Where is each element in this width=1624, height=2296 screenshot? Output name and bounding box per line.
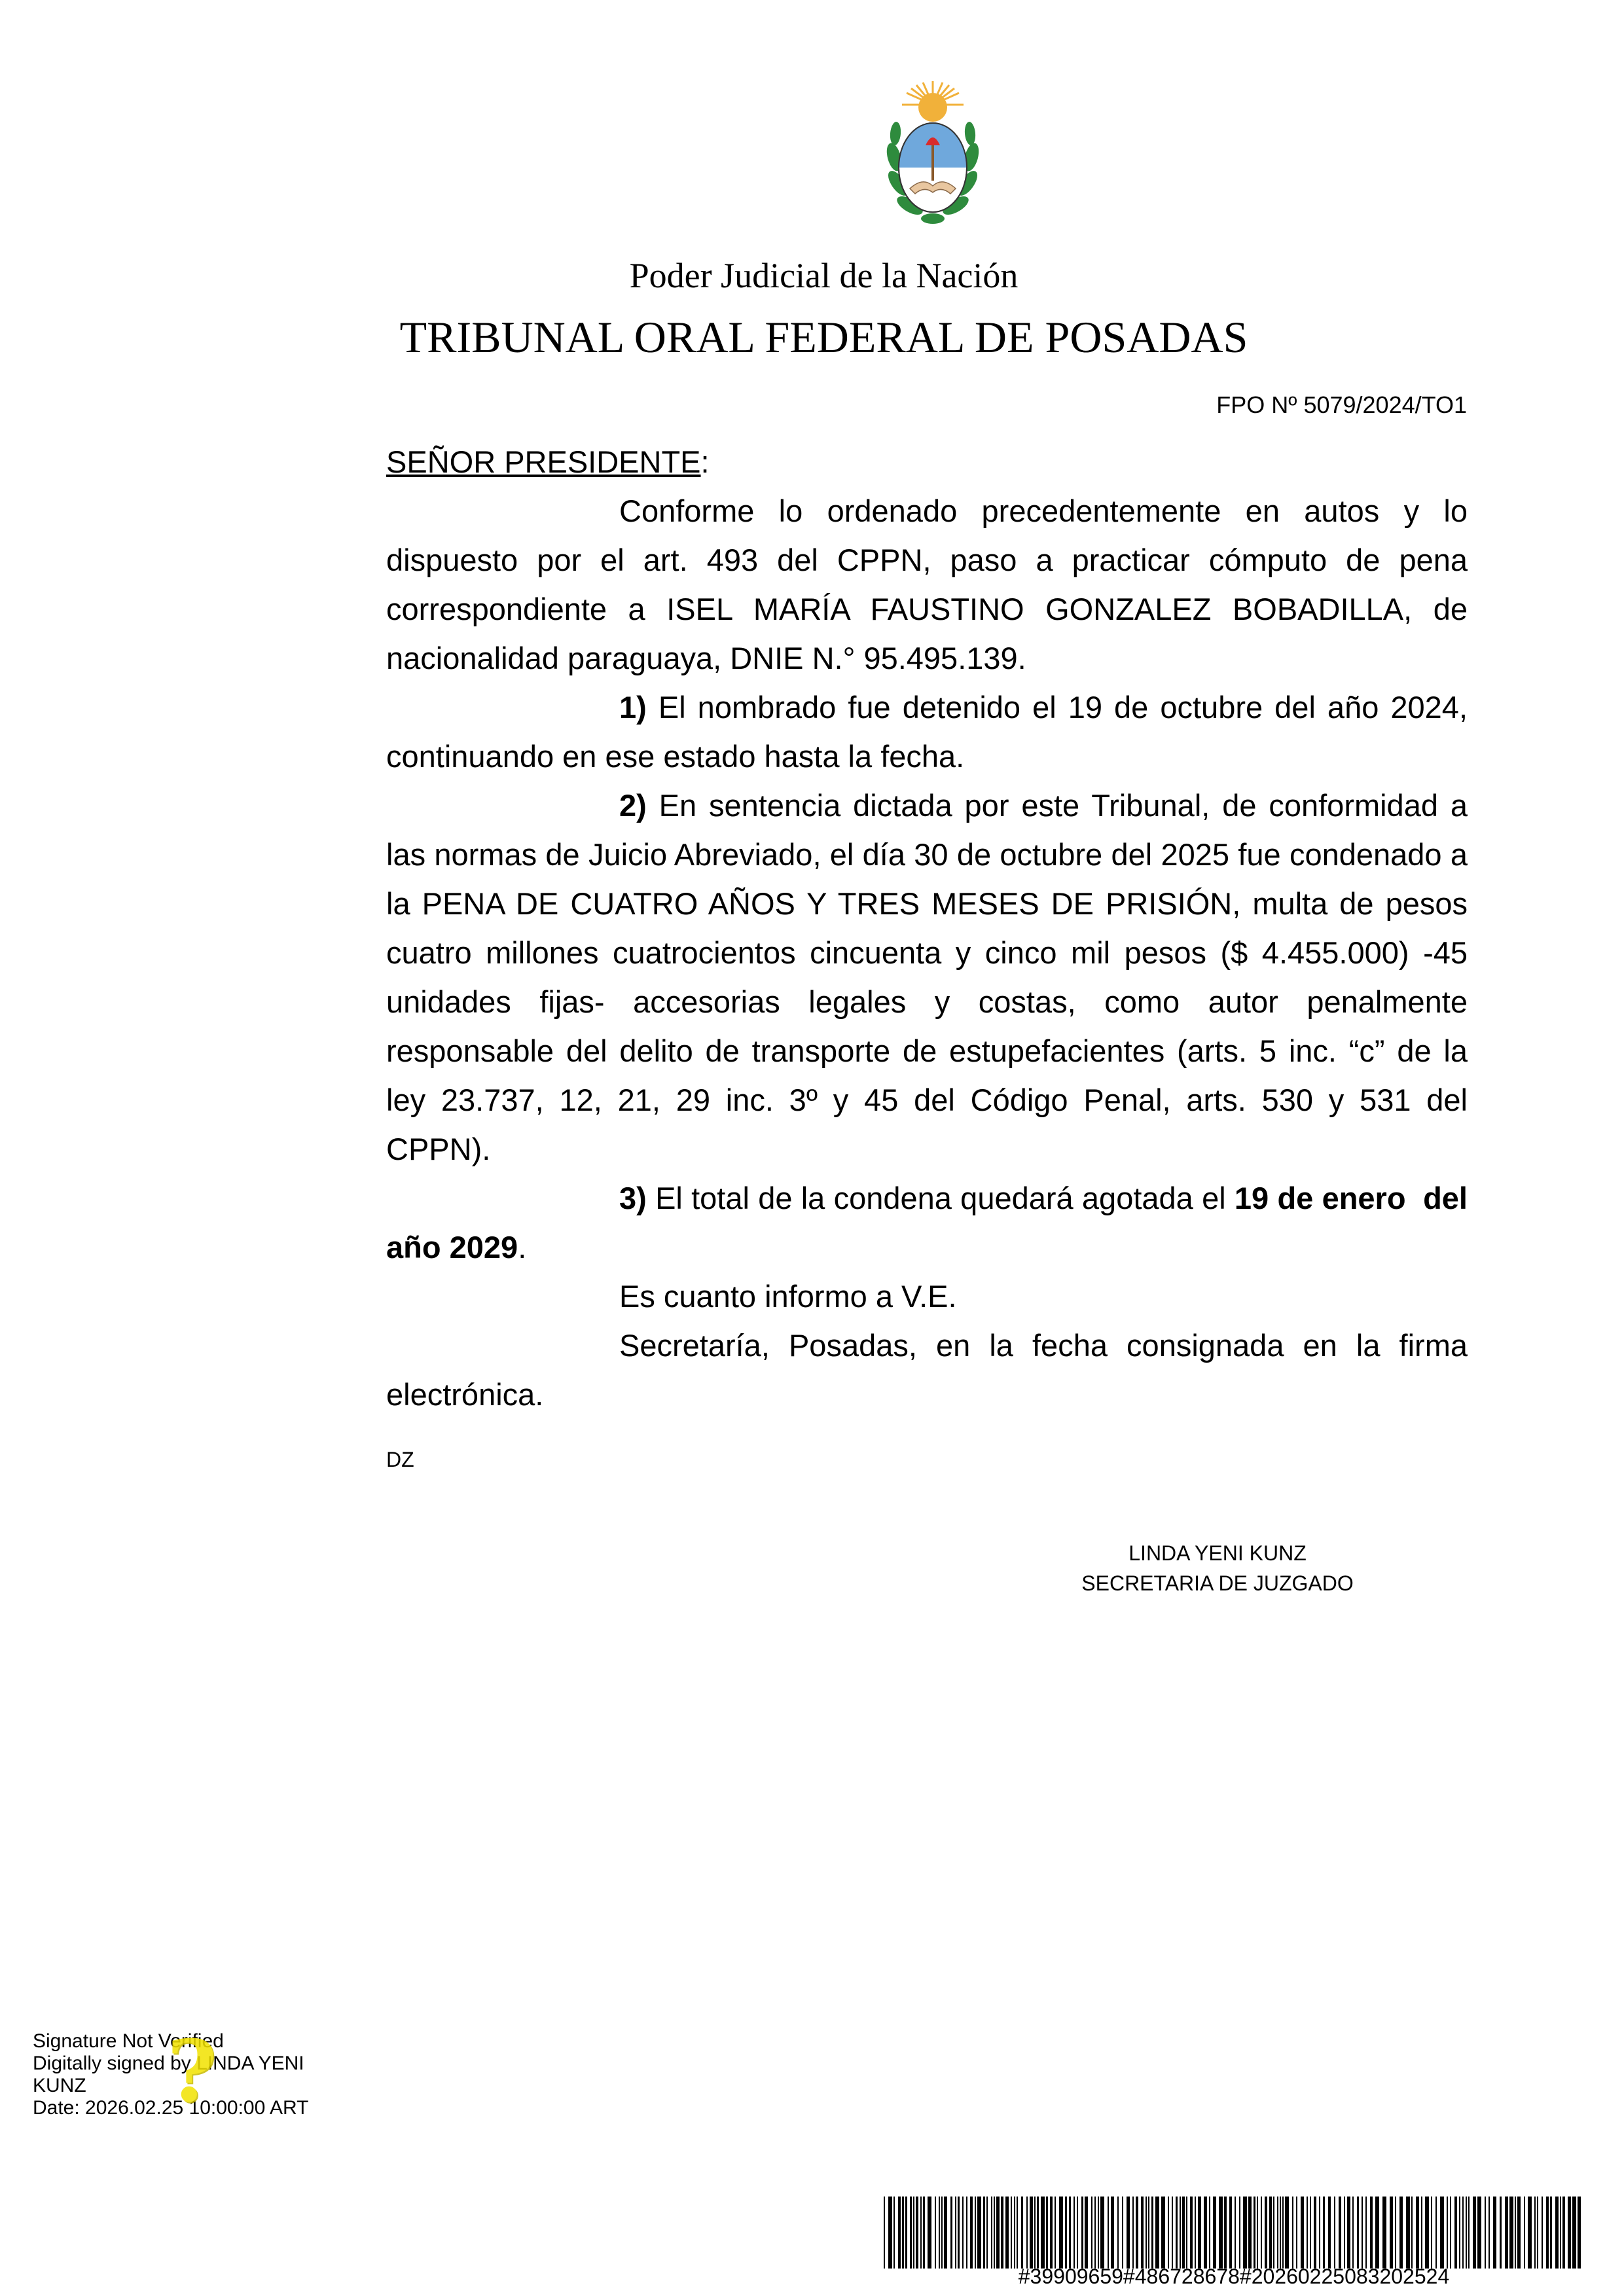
document-barcode bbox=[884, 2197, 1584, 2269]
barcode-bar bbox=[1094, 2197, 1096, 2269]
barcode-bar bbox=[1030, 2197, 1033, 2269]
barcode-bar bbox=[1568, 2197, 1571, 2269]
barcode-bar bbox=[944, 2197, 947, 2269]
barcode-bar bbox=[1141, 2197, 1144, 2269]
paragraph-3-end: . bbox=[518, 1230, 527, 1265]
barcode-bar bbox=[958, 2197, 960, 2269]
barcode-bar bbox=[898, 2197, 901, 2269]
barcode-bar bbox=[1077, 2197, 1078, 2269]
barcode-bar bbox=[1562, 2197, 1565, 2269]
barcode-bar bbox=[1485, 2197, 1486, 2269]
document-body bbox=[386, 437, 1477, 1419]
barcode-bar bbox=[1450, 2197, 1451, 2269]
closing-text-1: Es cuanto informo a V.E. bbox=[619, 1279, 957, 1314]
barcode-bar bbox=[1243, 2197, 1247, 2269]
barcode-bar bbox=[1235, 2197, 1236, 2269]
barcode-bar bbox=[1122, 2197, 1123, 2269]
barcode-bar bbox=[1059, 2197, 1063, 2269]
barcode-bar bbox=[1285, 2197, 1289, 2269]
barcode-bar bbox=[1265, 2197, 1267, 2269]
barcode-bar bbox=[1213, 2197, 1216, 2269]
barcode-bar bbox=[910, 2197, 912, 2269]
case-number: FPO Nº 5079/2024/TO1 bbox=[1216, 391, 1467, 418]
barcode-bar bbox=[1537, 2197, 1538, 2269]
barcode-bar bbox=[1229, 2197, 1232, 2269]
barcode-bar bbox=[1161, 2197, 1165, 2269]
paragraph-1 bbox=[386, 683, 1468, 781]
barcode-bar bbox=[893, 2197, 895, 2269]
barcode-bar bbox=[966, 2197, 967, 2269]
barcode-bar bbox=[902, 2197, 904, 2269]
paragraph-2-text: En sentencia dictada por este Tribunal, de conformidad a las normas de Juicio Abreviado, el día 30 de octubre del 2025 fue condenado a la PENA DE CUATRO AÑOS Y TRES MESES DE PRISIÓN, multa de pesos cuatro millones cuatrocientos cincuenta y cinco mil pesos ($ 4.455.000) -45 unidades fijas- accesorias legales y costas, como autor penalmente responsable del delito de transporte de estupefacientes (arts. 5 inc. “c” de la ley 23.737, 12, 21, 29 inc. 3º y 45 del Código Penal, arts. 530 y 531 del CPPN). bbox=[386, 788, 1468, 1166]
barcode-bar bbox=[1357, 2197, 1359, 2269]
barcode-bar bbox=[1310, 2197, 1311, 2269]
barcode-bar bbox=[1454, 2197, 1457, 2269]
barcode-bar bbox=[1074, 2197, 1075, 2269]
barcode-bar bbox=[1447, 2197, 1448, 2269]
barcode-bar bbox=[888, 2197, 892, 2269]
barcode-bar bbox=[1239, 2197, 1240, 2269]
barcode-bar bbox=[1001, 2197, 1003, 2269]
paragraph-3-number: 3) bbox=[619, 1181, 647, 1215]
paragraph-3-text: El total de la condena quedará agotada el bbox=[655, 1181, 1226, 1215]
sentence-end-date: 19 de enero del año 2029 bbox=[386, 1181, 1477, 1265]
barcode-bar bbox=[1493, 2197, 1496, 2269]
barcode-bar bbox=[1416, 2197, 1419, 2269]
barcode-bar bbox=[1489, 2197, 1490, 2269]
barcode-bar bbox=[991, 2197, 992, 2269]
barcode-bar bbox=[1108, 2197, 1109, 2269]
barcode-bar bbox=[1411, 2197, 1413, 2269]
barcode-bar bbox=[970, 2197, 973, 2269]
barcode-bar bbox=[975, 2197, 976, 2269]
barcode-bar bbox=[1462, 2197, 1464, 2269]
barcode-bar bbox=[986, 2197, 988, 2269]
barcode-bar bbox=[1034, 2197, 1036, 2269]
barcode-bar bbox=[962, 2197, 964, 2269]
barcode-bar bbox=[884, 2197, 885, 2269]
addressee-line bbox=[386, 437, 1468, 486]
oval-shield bbox=[899, 123, 967, 212]
barcode-bar bbox=[1280, 2197, 1281, 2269]
barcode-bar bbox=[950, 2197, 952, 2269]
barcode-bar bbox=[1155, 2197, 1159, 2269]
barcode-bar bbox=[1204, 2197, 1207, 2269]
barcode-bar bbox=[1546, 2197, 1549, 2269]
barcode-bar bbox=[994, 2197, 995, 2269]
barcode-bar bbox=[1406, 2197, 1410, 2269]
barcode-bar bbox=[1168, 2197, 1169, 2269]
barcode-bar bbox=[1542, 2197, 1543, 2269]
barcode-bar bbox=[977, 2197, 981, 2269]
barcode-bar bbox=[1021, 2197, 1023, 2269]
barcode-bar bbox=[1347, 2197, 1350, 2269]
barcode-bar bbox=[1224, 2197, 1227, 2269]
barcode-bar bbox=[1248, 2197, 1252, 2269]
intro-paragraph bbox=[386, 486, 1468, 683]
barcode-bar bbox=[928, 2197, 931, 2269]
paragraph-1-number: 1) bbox=[619, 690, 647, 725]
signer-title: SECRETARIA DE JUZGADO bbox=[1081, 1571, 1354, 1595]
signed-by-line-1: Digitally signed by LINDA YENI bbox=[33, 2053, 304, 2074]
signature-block bbox=[1041, 1538, 1394, 1598]
barcode-bar bbox=[1524, 2197, 1525, 2269]
barcode-bar bbox=[1425, 2197, 1429, 2269]
barcode-bar bbox=[1440, 2197, 1444, 2269]
barcode-bar bbox=[1431, 2197, 1432, 2269]
barcode-bar bbox=[1182, 2197, 1185, 2269]
barcode-bar bbox=[1334, 2197, 1335, 2269]
barcode-bar bbox=[1555, 2197, 1559, 2269]
barcode-bar bbox=[916, 2197, 918, 2269]
barcode-bar bbox=[1055, 2197, 1056, 2269]
barcode-bar bbox=[1091, 2197, 1092, 2269]
institution-name: Poder Judicial de la Nación bbox=[629, 256, 1019, 295]
court-name: TRIBUNAL ORAL FEDERAL DE POSADAS bbox=[399, 312, 1248, 362]
barcode-bar bbox=[1209, 2197, 1210, 2269]
barcode-bar bbox=[1477, 2197, 1481, 2269]
barcode-bar bbox=[1085, 2197, 1088, 2269]
barcode-bar bbox=[1323, 2197, 1325, 2269]
barcode-bar bbox=[996, 2197, 1000, 2269]
barcode-bar bbox=[1560, 2197, 1561, 2269]
barcode-bar bbox=[1176, 2197, 1178, 2269]
barcode-bar bbox=[1292, 2197, 1293, 2269]
barcode-bar bbox=[1050, 2197, 1053, 2269]
barcode-bar bbox=[1195, 2197, 1196, 2269]
barcode-bar bbox=[1339, 2197, 1341, 2269]
barcode-bar bbox=[1136, 2197, 1138, 2269]
barcode-bar bbox=[1041, 2197, 1045, 2269]
barcode-bar bbox=[1500, 2197, 1502, 2269]
barcode-bar bbox=[1534, 2197, 1536, 2269]
intro-text: Conforme lo ordenado precedentemente en autos y lo dispuesto por el art. 493 del CPPN, paso a practicar cómputo de pena correspondiente a ISEL MARÍA FAUSTINO GONZALEZ BOBADILLA, de nacionalidad paraguaya, DNIE N.° 95.495.139. bbox=[386, 493, 1468, 675]
barcode-bar bbox=[920, 2197, 922, 2269]
barcode-bar bbox=[1435, 2197, 1437, 2269]
barcode-bar bbox=[1172, 2197, 1173, 2269]
barcode-bar bbox=[1352, 2197, 1354, 2269]
barcode-bar bbox=[1509, 2197, 1513, 2269]
argentina-coat-of-arms-emblem bbox=[877, 79, 988, 236]
barcode-bar bbox=[935, 2197, 936, 2269]
barcode-bar bbox=[955, 2197, 956, 2269]
barcode-bar bbox=[1111, 2197, 1114, 2269]
barcode-bar bbox=[1257, 2197, 1258, 2269]
barcode-bar bbox=[1307, 2197, 1308, 2269]
signature-status: Signature Not Verified bbox=[33, 2030, 224, 2052]
barcode-bar bbox=[1528, 2197, 1532, 2269]
barcode-bar bbox=[1421, 2197, 1422, 2269]
barcode-bar bbox=[1017, 2197, 1018, 2269]
barcode-bar bbox=[1269, 2197, 1272, 2269]
barcode-bar bbox=[923, 2197, 925, 2269]
barcode-bar bbox=[1005, 2197, 1009, 2269]
barcode-bar bbox=[1473, 2197, 1476, 2269]
barcode-bar bbox=[1399, 2197, 1403, 2269]
barcode-bar bbox=[1282, 2197, 1284, 2269]
barcode-bar bbox=[1151, 2197, 1153, 2269]
barcode-bar bbox=[1098, 2197, 1099, 2269]
barcode-bar bbox=[1100, 2197, 1104, 2269]
barcode-bar bbox=[1572, 2197, 1576, 2269]
barcode-bar bbox=[1011, 2197, 1012, 2269]
barcode-bar bbox=[1362, 2197, 1363, 2269]
barcode-bar bbox=[1459, 2197, 1460, 2269]
barcode-bar bbox=[1117, 2197, 1119, 2269]
barcode-bar bbox=[1273, 2197, 1274, 2269]
closing-text-2: Secretaría, Posadas, en la fecha consignada en la firma electrónica. bbox=[386, 1328, 1468, 1412]
barcode-bar bbox=[1466, 2197, 1467, 2269]
barcode-bar bbox=[1065, 2197, 1067, 2269]
addressee-colon: : bbox=[700, 444, 710, 479]
barcode-bar bbox=[1277, 2197, 1278, 2269]
barcode-bar bbox=[1254, 2197, 1255, 2269]
barcode-bar bbox=[1319, 2197, 1320, 2269]
barcode-bar bbox=[1395, 2197, 1396, 2269]
barcode-bar bbox=[1081, 2197, 1083, 2269]
barcode-bar bbox=[1148, 2197, 1149, 2269]
paragraph-1-text: El nombrado fue detenido el 19 de octubre del año 2024, continuando en ese estado hasta la fecha. bbox=[386, 690, 1468, 774]
barcode-bar bbox=[1190, 2197, 1193, 2269]
barcode-bar bbox=[1219, 2197, 1223, 2269]
barcode-bar bbox=[1180, 2197, 1181, 2269]
signature-date: Date: 2026.02.25 10:00:00 ART bbox=[33, 2097, 309, 2119]
barcode-bar bbox=[1578, 2197, 1581, 2269]
barcode-bar bbox=[1046, 2197, 1048, 2269]
barcode-bar bbox=[1517, 2197, 1521, 2269]
barcode-bar bbox=[905, 2197, 907, 2269]
signed-by-line-2: KUNZ bbox=[33, 2075, 86, 2096]
barcode-bar bbox=[1505, 2197, 1508, 2269]
barcode-bar bbox=[1328, 2197, 1331, 2269]
question-mark-icon: ? bbox=[167, 2021, 217, 2121]
barcode-bar bbox=[939, 2197, 940, 2269]
barcode-bar bbox=[1382, 2197, 1386, 2269]
barcode-bar bbox=[1344, 2197, 1345, 2269]
barcode-bar bbox=[1515, 2197, 1516, 2269]
barcode-bar bbox=[1069, 2197, 1071, 2269]
typist-initials: DZ bbox=[386, 1448, 414, 1471]
barcode-bar bbox=[1314, 2197, 1316, 2269]
barcode-bar bbox=[1186, 2197, 1187, 2269]
closing-paragraph-2 bbox=[386, 1321, 1468, 1419]
paragraph-2 bbox=[386, 781, 1468, 1174]
barcode-bar bbox=[941, 2197, 943, 2269]
barcode-bar bbox=[1037, 2197, 1039, 2269]
barcode-bar bbox=[1550, 2197, 1552, 2269]
barcode-bar bbox=[1301, 2197, 1304, 2269]
barcode-bar bbox=[913, 2197, 914, 2269]
barcode-bar bbox=[1146, 2197, 1147, 2269]
addressee: SEÑOR PRESIDENTE bbox=[386, 444, 701, 479]
barcode-text: #39909659#486728678#20260225083202524 bbox=[1018, 2265, 1450, 2288]
barcode-bar bbox=[1261, 2197, 1262, 2269]
sun-of-may bbox=[902, 81, 964, 122]
barcode-bar bbox=[1296, 2197, 1297, 2269]
paragraph-3 bbox=[386, 1174, 1477, 1272]
signer-name: LINDA YENI KUNZ bbox=[1128, 1541, 1307, 1565]
barcode-bar bbox=[1026, 2197, 1028, 2269]
barcode-bar bbox=[1198, 2197, 1201, 2269]
barcode-bar bbox=[1132, 2197, 1134, 2269]
barcode-bar bbox=[1014, 2197, 1015, 2269]
barcode-bar bbox=[1127, 2197, 1130, 2269]
barcode-bar bbox=[983, 2197, 985, 2269]
barcode-bar bbox=[1375, 2197, 1379, 2269]
closing-paragraph-1 bbox=[386, 1272, 1468, 1321]
paragraph-2-number: 2) bbox=[619, 788, 647, 823]
barcode-bar bbox=[1370, 2197, 1373, 2269]
barcode-bar bbox=[1390, 2197, 1393, 2269]
barcode-bar bbox=[1365, 2197, 1367, 2269]
barcode-bar bbox=[1468, 2197, 1470, 2269]
